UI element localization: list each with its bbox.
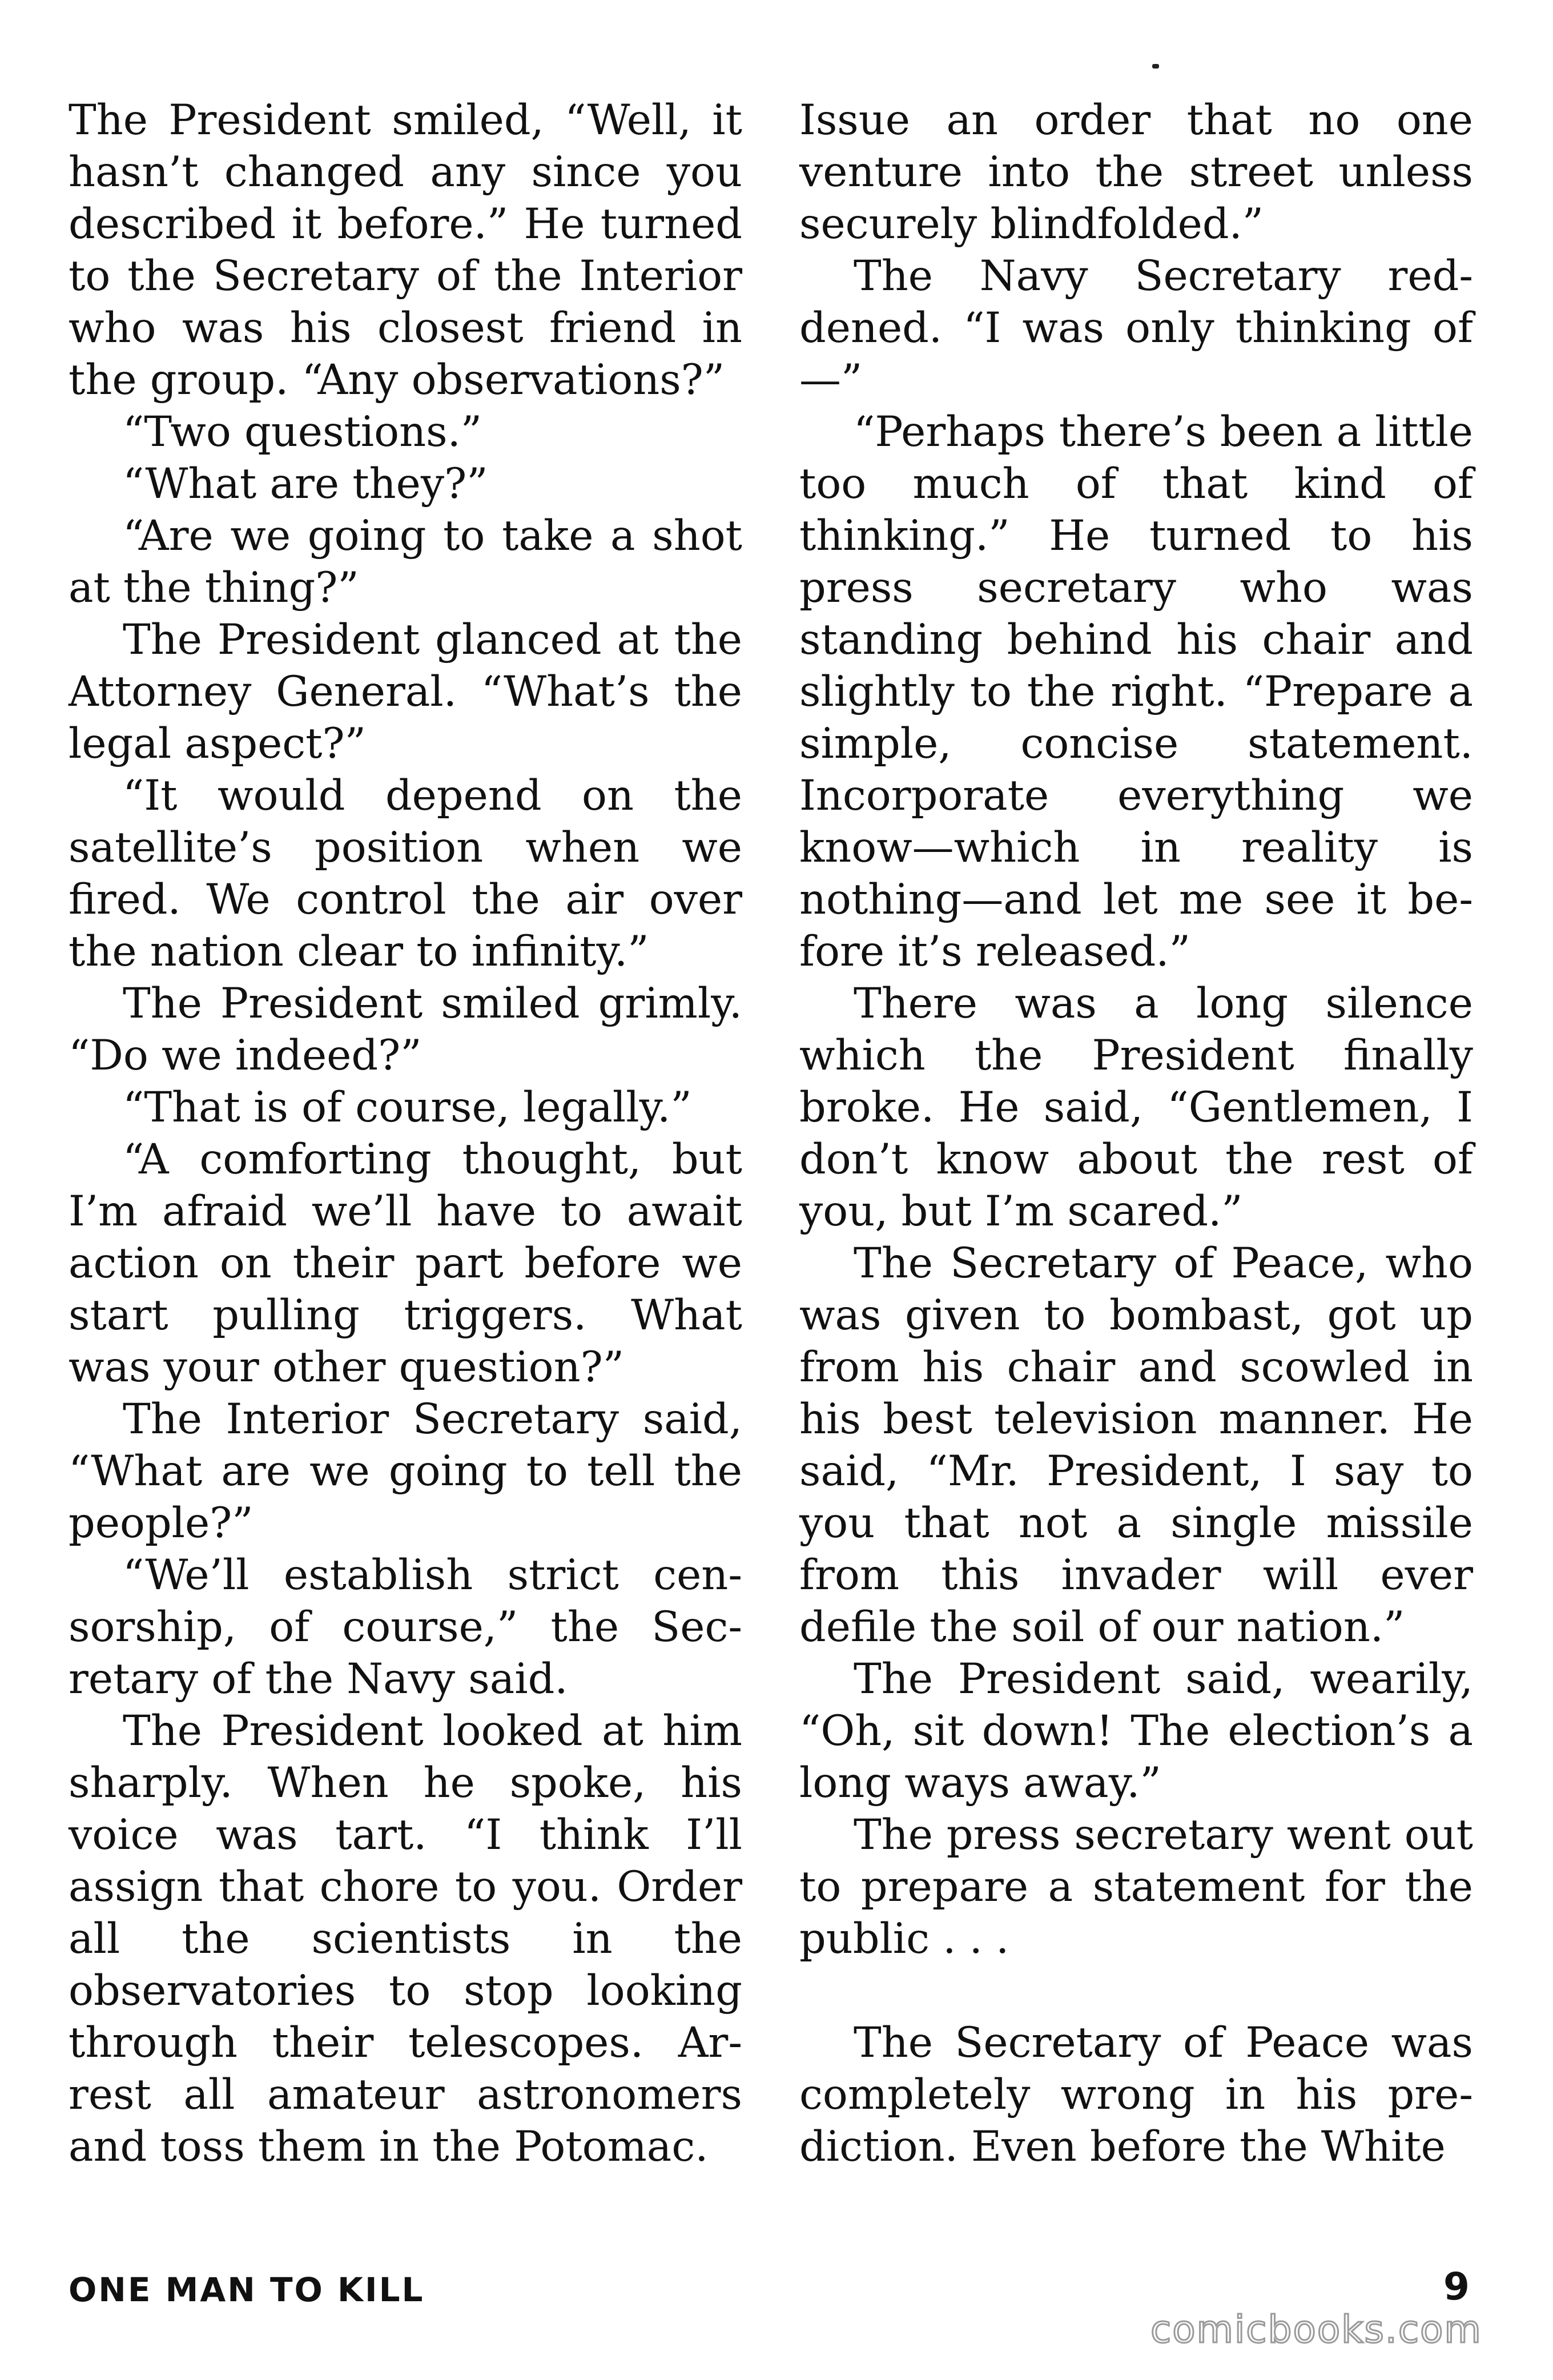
print-speck [1152,64,1159,69]
paragraph: “A comforting thought, but I’m afraid we’ll have to await action on their part before we start pulling triggers. What was your other question?” [69,1135,742,1392]
paragraph: Issue an order that no one venture into the street unless securely blindfolded.” [799,96,1473,248]
paragraph: The press secretary went out to prepare a statement for the public . . . [799,1811,1473,1963]
paragraph: The President glanced at the Attorney General. “What’s the legal aspect?” [69,616,742,768]
paragraph: The President said, wearily, “Oh, sit down! The election’s a long ways away.” [799,1655,1473,1807]
paragraph: “We’ll establish strict censorship, of course,” the Secretary of the Navy said. [69,1551,742,1703]
paragraph: “That is of course, legally.” [123,1083,692,1132]
paragraph: “What are they?” [123,460,488,508]
left-text-column [69,94,742,2173]
paragraph: The President smiled grimly. “Do we indeed?” [69,979,742,1080]
paragraph: The Secretary of Peace was completely wrong in his prediction. Even before the White [799,2019,1473,2171]
paragraph: “It would depend on the satellite’s position when we fired. We control the air over the nation clear to infinity.” [69,771,742,976]
paragraph: “Perhaps there’s been a little too much of that kind of thinking.” He turned to his press secretary who was standing behind his chair and slightly to the right. “Prepare a simple, concise statement. Incorporate everything we know—which in reality is nothing—and let me see it before it’s released.” [799,408,1473,976]
right-text-column [799,94,1473,2173]
paragraph: “Two questions.” [123,408,482,456]
paragraph: There was a long silence which the President finally broke. He said, “Gentlemen, I don’t know about the rest of you, but I’m scared.” [799,979,1473,1236]
running-footer-title: ONE MAN TO KILL [69,2270,425,2309]
paragraph: The Navy Secretary reddened. “I was only thinking of—” [799,252,1473,404]
paragraph: The Secretary of Peace, who was given to bombast, got up from his chair and scowled in his best television manner. He said, “Mr. President, I say to you that not a single missile from this invader will ever defile the soil of our nation.” [799,1239,1473,1651]
watermark-logo: comicbooks.com [1150,2307,1482,2351]
paragraph: The President smiled, “Well, it hasn’t changed any since you described it before.” He turned to the Secretary of the Interior who was his closest friend in the group. “Any observations?” [69,96,742,404]
page-number: 9 [1443,2265,1470,2309]
paragraph: The Interior Secretary said, “What are we going to tell the people?” [69,1395,742,1547]
paragraph: “Are we going to take a shot at the thing?” [69,512,742,612]
paragraph: The President looked at him sharply. When he spoke, his voice was tart. “I think I’ll assign that chore to you. Order all the scientists in the observatories to stop looking through their telescopes. Arrest all amateur astronomers and toss them in the Potomac. [69,1707,742,2171]
